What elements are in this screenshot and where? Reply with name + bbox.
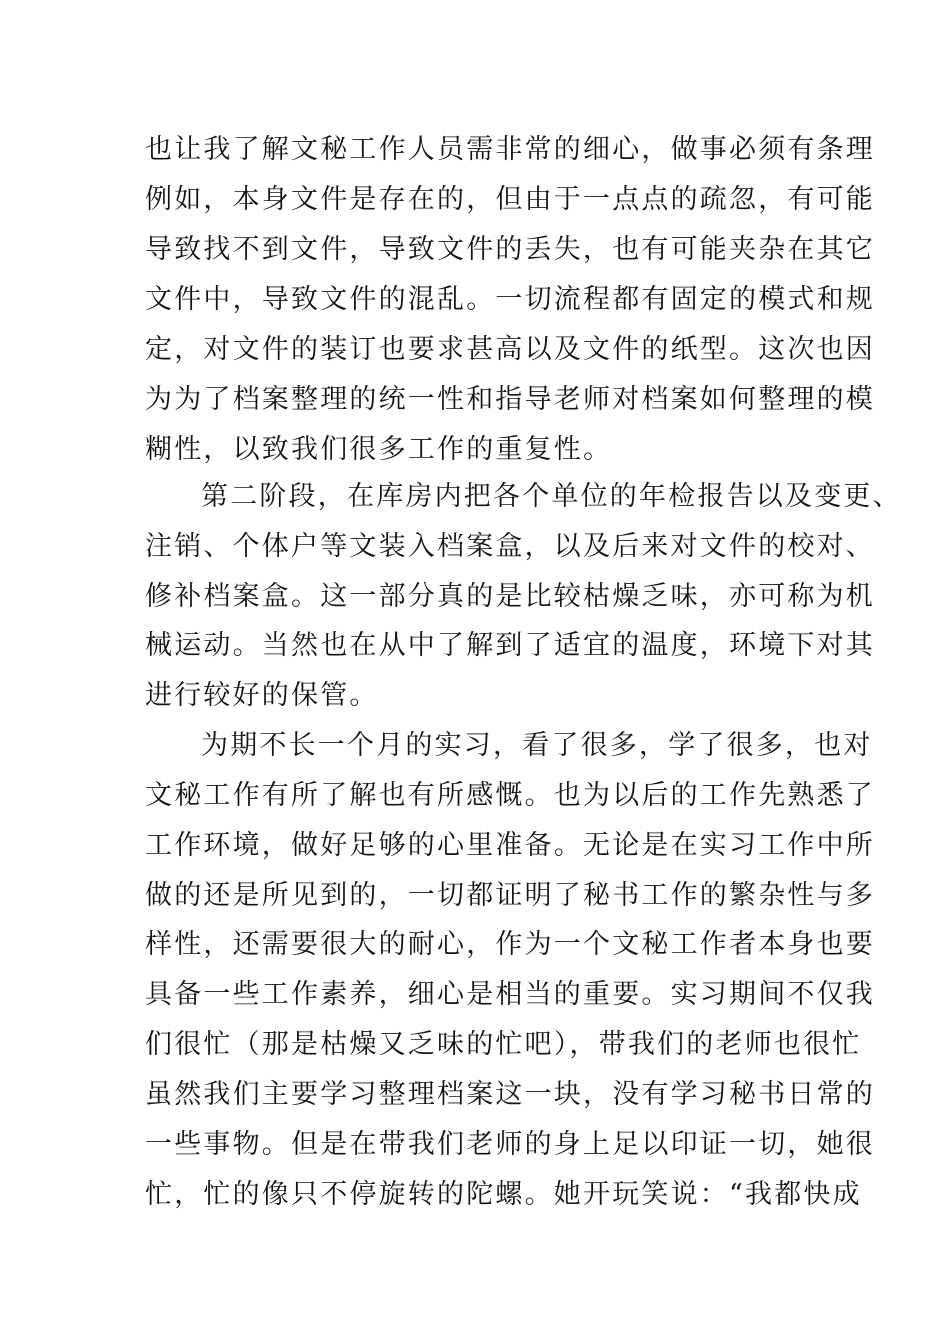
paragraph-3-line-4: 做的还是所见到的，一切都证明了秘书工作的繁杂性与多 <box>145 880 875 911</box>
paragraph-1-line-5: 定，对文件的装订也要求甚高以及文件的纸型。这次也因 <box>145 334 875 365</box>
paragraph-3-line-5: 样性，还需要很大的耐心，作为一个文秘工作者本身也要 <box>145 929 875 960</box>
paragraph-1-line-3: 导致找不到文件，导致文件的丢失，也有可能夹杂在其它 <box>145 234 875 265</box>
paragraph-3-line-10: 忙，忙的像只不停旋转的陀螺。她开玩笑说：“我都快成 <box>145 1179 862 1210</box>
paragraph-1-line-2: 例如，本身文件是存在的，但由于一点点的疏忽，有可能 <box>145 184 875 215</box>
paragraph-1-line-1: 也让我了解文秘工作人员需非常的细心，做事必须有条理 <box>145 134 875 165</box>
paragraph-2-line-5: 进行较好的保管。 <box>145 680 379 711</box>
paragraph-1-line-7: 糊性，以致我们很多工作的重复性。 <box>145 434 613 465</box>
paragraph-2-line-3: 修补档案盒。这一部分真的是比较枯燥乏味，亦可称为机 <box>145 581 875 612</box>
paragraph-2-line-1: 第二阶段，在库房内把各个单位的年检报告以及变更、 <box>201 481 902 512</box>
paragraph-1-line-6: 为为了档案整理的统一性和指导老师对档案如何整理的模 <box>145 384 875 415</box>
paragraph-3-line-6: 具备一些工作素养，细心是相当的重要。实习期间不仅我 <box>145 979 875 1010</box>
paragraph-3-line-8: 虽然我们主要学习整理档案这一块，没有学习秘书日常的 <box>145 1079 875 1110</box>
paragraph-1-line-4: 文件中，导致文件的混乱。一切流程都有固定的模式和规 <box>145 284 875 315</box>
paragraph-3-line-9: 一些事物。但是在带我们老师的身上足以印证一切，她很 <box>145 1129 875 1160</box>
paragraph-3-line-7: 们很忙（那是枯燥又乏味的忙吧），带我们的老师也很忙 <box>145 1029 862 1060</box>
paragraph-2-line-2: 注销、个体户等文装入档案盒，以及后来对文件的校对、 <box>145 531 875 562</box>
paragraph-3-line-2: 文秘工作有所了解也有所感慨。也为以后的工作先熟悉了 <box>145 780 875 811</box>
paragraph-3-line-3: 工作环境，做好足够的心里准备。无论是在实习工作中所 <box>145 830 875 861</box>
paragraph-2-line-4: 械运动。当然也在从中了解到了适宜的温度，环境下对其 <box>145 630 875 661</box>
paragraph-3-line-1: 为期不长一个月的实习，看了很多，学了很多，也对 <box>201 730 873 761</box>
